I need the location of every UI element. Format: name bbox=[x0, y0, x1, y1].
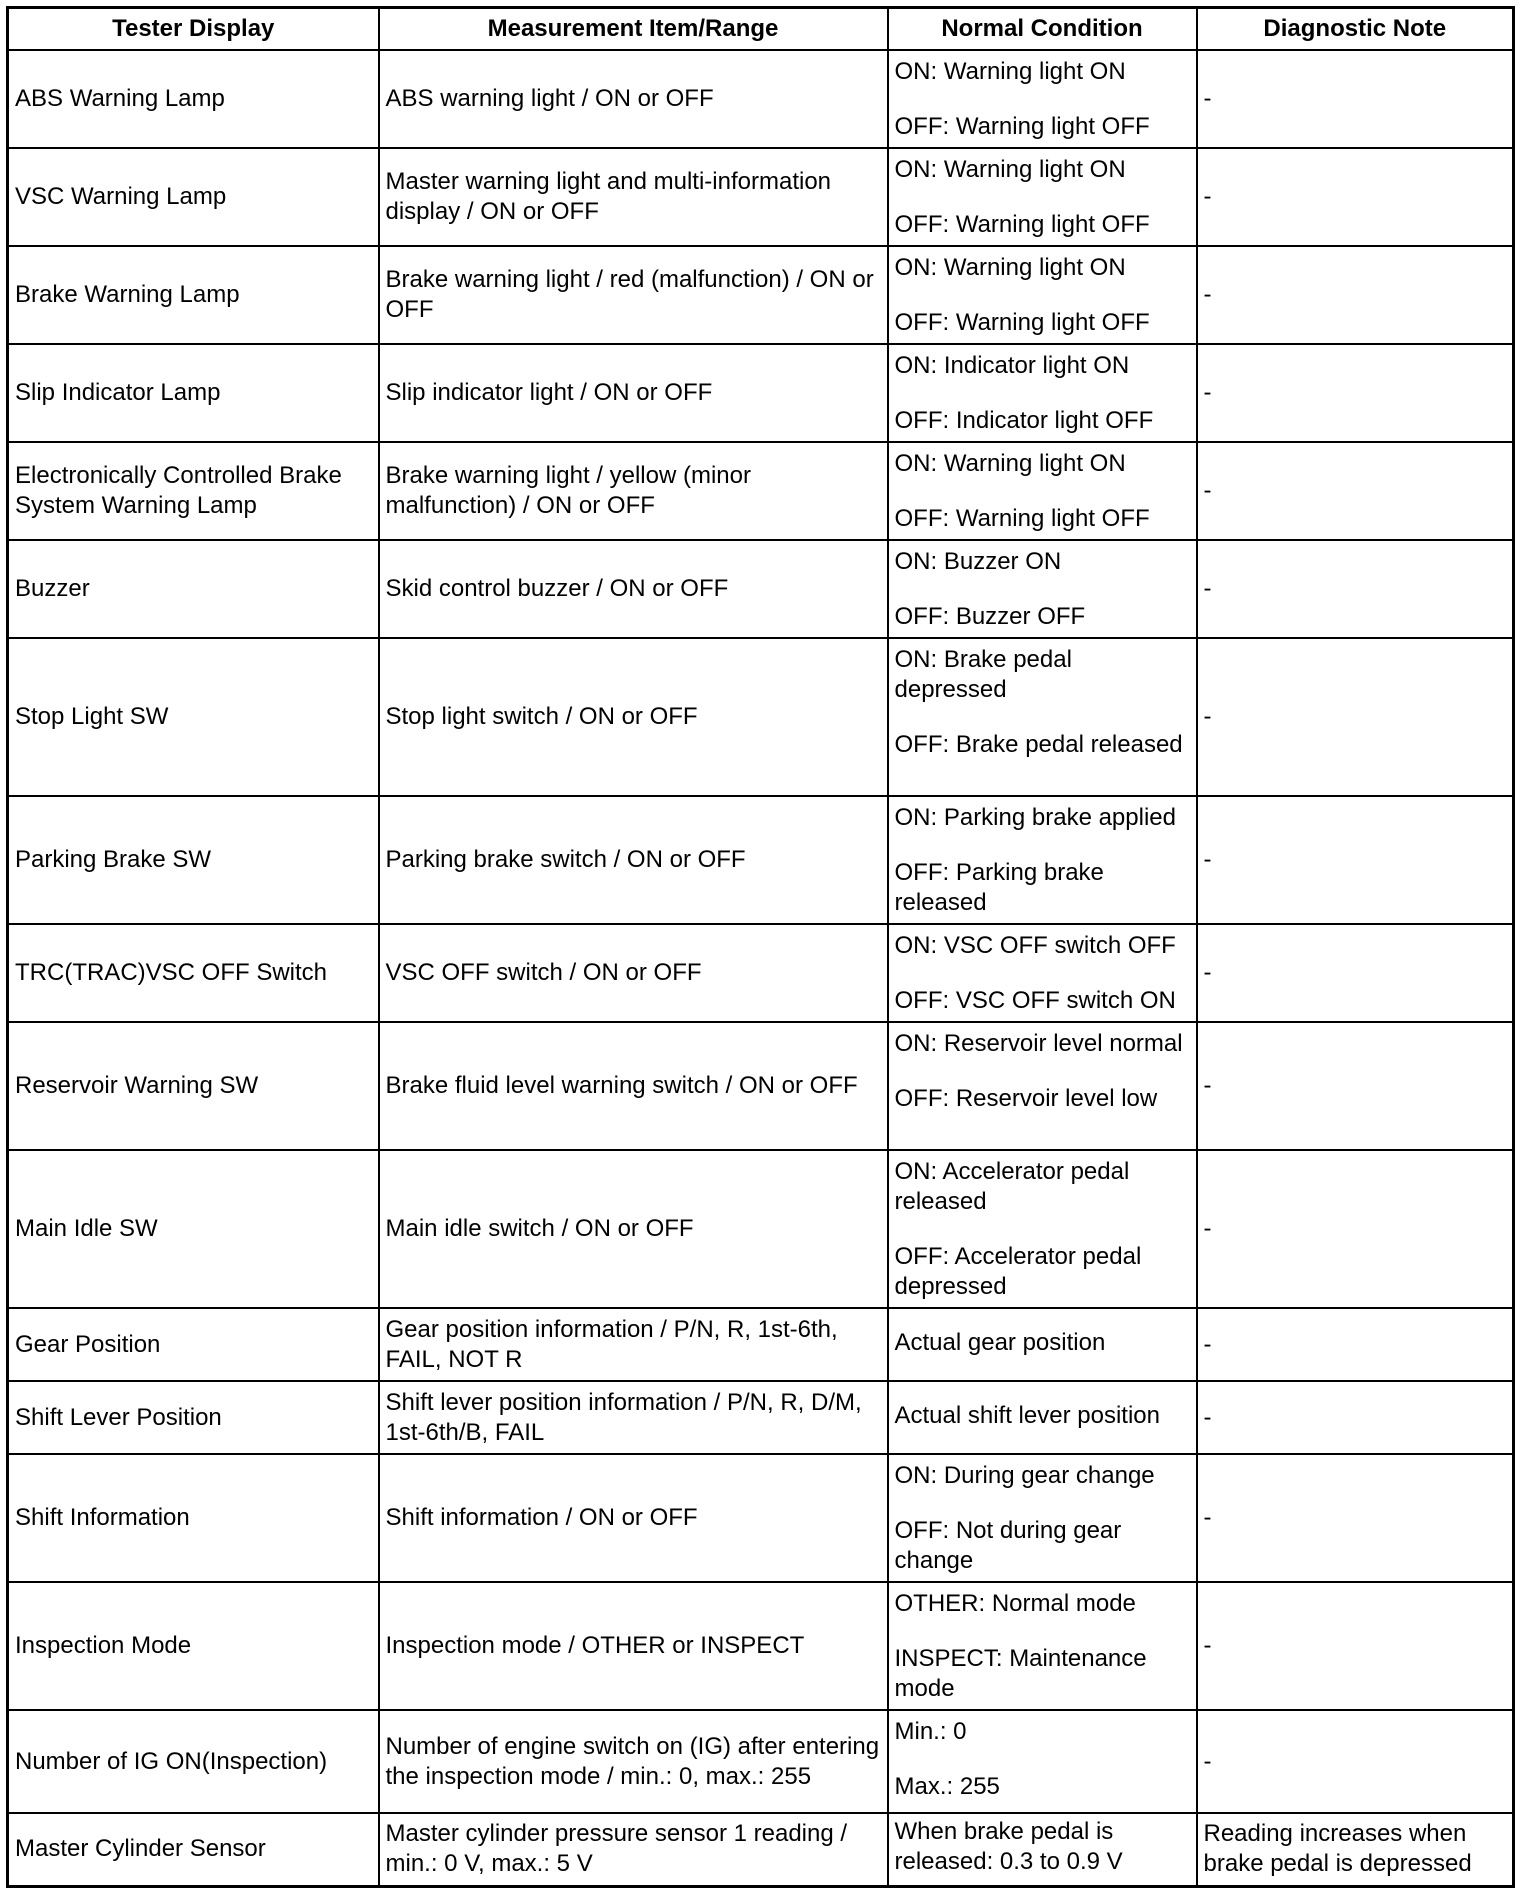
tester-display-cell: Stop Light SW bbox=[8, 638, 379, 796]
diagnostic-note-cell: - bbox=[1197, 1454, 1514, 1582]
tester-display-cell: Shift Information bbox=[8, 1454, 379, 1582]
condition-line: ON: During gear change bbox=[894, 1462, 1155, 1489]
table-row bbox=[8, 638, 1514, 796]
diagnostic-note-cell: - bbox=[1197, 1381, 1514, 1454]
condition-line: OFF: Indicator light OFF bbox=[894, 407, 1154, 434]
condition-line: Actual shift lever position bbox=[894, 1401, 1160, 1429]
measurement-item-cell: Inspection mode / OTHER or INSPECT bbox=[379, 1582, 888, 1710]
data-list-table bbox=[6, 6, 1515, 1888]
tester-display-cell: Main Idle SW bbox=[8, 1150, 379, 1308]
condition-line: ON: Warning light ON bbox=[894, 58, 1126, 85]
table-row bbox=[8, 1710, 1514, 1813]
table-row bbox=[8, 924, 1514, 1022]
condition-line: ON: Warning light ON bbox=[894, 156, 1126, 183]
measurement-item-cell: Skid control buzzer / ON or OFF bbox=[379, 540, 888, 638]
condition-line: ON: VSC OFF switch OFF bbox=[894, 932, 1176, 959]
table-row bbox=[8, 148, 1514, 246]
tester-display-cell: VSC Warning Lamp bbox=[8, 148, 379, 246]
condition-line: ON: Warning light ON bbox=[894, 254, 1126, 281]
measurement-item-cell: Parking brake switch / ON or OFF bbox=[379, 796, 888, 924]
table-row bbox=[8, 1454, 1514, 1582]
normal-condition-cell bbox=[888, 1454, 1197, 1582]
column-header-measurement-item: Measurement Item/Range bbox=[379, 8, 888, 51]
condition-line: OFF: Warning light OFF bbox=[894, 309, 1150, 336]
condition-line: OFF: Buzzer OFF bbox=[894, 603, 1086, 630]
measurement-item-cell: Stop light switch / ON or OFF bbox=[379, 638, 888, 796]
condition-line: Actual gear position bbox=[894, 1328, 1106, 1356]
normal-condition-cell bbox=[888, 1381, 1197, 1454]
diagnostic-note-cell: - bbox=[1197, 638, 1514, 796]
column-header-normal-condition: Normal Condition bbox=[888, 8, 1197, 51]
condition-line: INSPECT: Maintenance mode bbox=[894, 1645, 1147, 1702]
condition-line: OTHER: Normal mode bbox=[894, 1590, 1136, 1617]
diagnostic-note-cell: Reading increases when brake pedal is depressed bbox=[1197, 1813, 1514, 1886]
measurement-item-cell: VSC OFF switch / ON or OFF bbox=[379, 924, 888, 1022]
tester-display-cell: TRC(TRAC)VSC OFF Switch bbox=[8, 924, 379, 1022]
tester-display-cell: Parking Brake SW bbox=[8, 796, 379, 924]
condition-line: Min.: 0 bbox=[894, 1718, 967, 1745]
diagnostic-note-cell: - bbox=[1197, 1308, 1514, 1381]
condition-line: ON: Reservoir level normal bbox=[894, 1030, 1183, 1057]
normal-condition-cell bbox=[888, 246, 1197, 344]
condition-line: ON: Parking brake applied bbox=[894, 804, 1176, 831]
tester-display-cell: Number of IG ON(Inspection) bbox=[8, 1710, 379, 1813]
condition-line: ON: Warning light ON bbox=[894, 450, 1126, 477]
diagnostic-note-cell: - bbox=[1197, 796, 1514, 924]
normal-condition-cell bbox=[888, 1150, 1197, 1308]
tester-display-cell: Master Cylinder Sensor bbox=[8, 1813, 379, 1886]
condition-line: ON: Buzzer ON bbox=[894, 548, 1062, 575]
normal-condition-cell bbox=[888, 50, 1197, 148]
table-row bbox=[8, 50, 1514, 148]
condition-line: OFF: Accelerator pedal depressed bbox=[894, 1243, 1142, 1300]
measurement-item-cell: Brake warning light / red (malfunction) / ON or OFF bbox=[379, 246, 888, 344]
table-row bbox=[8, 540, 1514, 638]
measurement-item-cell: Brake fluid level warning switch / ON or OFF bbox=[379, 1022, 888, 1150]
column-header-tester-display: Tester Display bbox=[8, 8, 379, 51]
table-row bbox=[8, 1813, 1514, 1886]
header-row bbox=[8, 8, 1514, 51]
normal-condition-cell bbox=[888, 1022, 1197, 1150]
tester-display-cell: Reservoir Warning SW bbox=[8, 1022, 379, 1150]
diagnostic-note-cell: - bbox=[1197, 344, 1514, 442]
normal-condition-cell bbox=[888, 638, 1197, 796]
diagnostic-note-cell: - bbox=[1197, 442, 1514, 540]
measurement-item-cell: Brake warning light / yellow (minor malfunction) / ON or OFF bbox=[379, 442, 888, 540]
condition-line: OFF: Warning light OFF bbox=[894, 113, 1150, 140]
table-row bbox=[8, 344, 1514, 442]
tester-display-cell: Shift Lever Position bbox=[8, 1381, 379, 1454]
tester-display-cell: Brake Warning Lamp bbox=[8, 246, 379, 344]
measurement-item-cell: Master warning light and multi-information display / ON or OFF bbox=[379, 148, 888, 246]
normal-condition-cell bbox=[888, 540, 1197, 638]
diagnostic-note-cell: - bbox=[1197, 50, 1514, 148]
measurement-item-cell: Number of engine switch on (IG) after entering the inspection mode / min.: 0, max.: 255 bbox=[379, 1710, 888, 1813]
table-row bbox=[8, 246, 1514, 344]
table-row bbox=[8, 1022, 1514, 1150]
diagnostic-note-cell: - bbox=[1197, 246, 1514, 344]
table-row bbox=[8, 1381, 1514, 1454]
table-row bbox=[8, 1582, 1514, 1710]
condition-line: OFF: Warning light OFF bbox=[894, 211, 1150, 238]
table-body bbox=[8, 50, 1514, 1886]
measurement-item-cell: Shift information / ON or OFF bbox=[379, 1454, 888, 1582]
normal-condition-cell bbox=[888, 796, 1197, 924]
condition-line: OFF: Parking brake released bbox=[894, 859, 1104, 916]
diagnostic-note-cell: - bbox=[1197, 1582, 1514, 1710]
diagnostic-note-cell: - bbox=[1197, 924, 1514, 1022]
normal-condition-cell bbox=[888, 1308, 1197, 1381]
table-row bbox=[8, 1150, 1514, 1308]
condition-line: OFF: Reservoir level low bbox=[894, 1085, 1158, 1112]
condition-line: When brake pedal is released: 0.3 to 0.9 V bbox=[894, 1818, 1123, 1876]
tester-display-cell: Electronically Controlled Brake System Warning Lamp bbox=[8, 442, 379, 540]
condition-line: ON: Indicator light ON bbox=[894, 352, 1130, 379]
condition-line: ON: Accelerator pedal released bbox=[894, 1158, 1130, 1215]
condition-line: OFF: VSC OFF switch ON bbox=[894, 987, 1176, 1014]
table-row bbox=[8, 796, 1514, 924]
normal-condition-cell bbox=[888, 442, 1197, 540]
diagnostic-note-cell: - bbox=[1197, 1022, 1514, 1150]
table-row bbox=[8, 1308, 1514, 1381]
normal-condition-cell bbox=[888, 924, 1197, 1022]
measurement-item-cell: Shift lever position information / P/N, R, D/M, 1st-6th/B, FAIL bbox=[379, 1381, 888, 1454]
condition-line: OFF: Warning light OFF bbox=[894, 505, 1150, 532]
tester-display-cell: ABS Warning Lamp bbox=[8, 50, 379, 148]
normal-condition-cell bbox=[888, 148, 1197, 246]
diagnostic-note-cell: - bbox=[1197, 148, 1514, 246]
measurement-item-cell: Slip indicator light / ON or OFF bbox=[379, 344, 888, 442]
condition-line: ON: Brake pedal depressed bbox=[894, 646, 1072, 703]
tester-display-cell: Inspection Mode bbox=[8, 1582, 379, 1710]
table-row bbox=[8, 442, 1514, 540]
tester-display-cell: Buzzer bbox=[8, 540, 379, 638]
condition-line: Max.: 255 bbox=[894, 1773, 1000, 1800]
condition-line: OFF: Not during gear change bbox=[894, 1517, 1122, 1574]
measurement-item-cell: ABS warning light / ON or OFF bbox=[379, 50, 888, 148]
normal-condition-cell bbox=[888, 1710, 1197, 1813]
diagnostic-note-cell: - bbox=[1197, 540, 1514, 638]
measurement-item-cell: Gear position information / P/N, R, 1st-6th, FAIL, NOT R bbox=[379, 1308, 888, 1381]
column-header-diagnostic-note: Diagnostic Note bbox=[1197, 8, 1514, 51]
condition-line: OFF: Brake pedal released bbox=[894, 731, 1183, 758]
tester-display-cell: Slip Indicator Lamp bbox=[8, 344, 379, 442]
normal-condition-cell bbox=[888, 1813, 1197, 1886]
tester-display-cell: Gear Position bbox=[8, 1308, 379, 1381]
diagnostic-note-cell: - bbox=[1197, 1150, 1514, 1308]
normal-condition-cell bbox=[888, 344, 1197, 442]
measurement-item-cell: Main idle switch / ON or OFF bbox=[379, 1150, 888, 1308]
normal-condition-cell bbox=[888, 1582, 1197, 1710]
diagnostic-note-cell: - bbox=[1197, 1710, 1514, 1813]
measurement-item-cell: Master cylinder pressure sensor 1 reading / min.: 0 V, max.: 5 V bbox=[379, 1813, 888, 1886]
